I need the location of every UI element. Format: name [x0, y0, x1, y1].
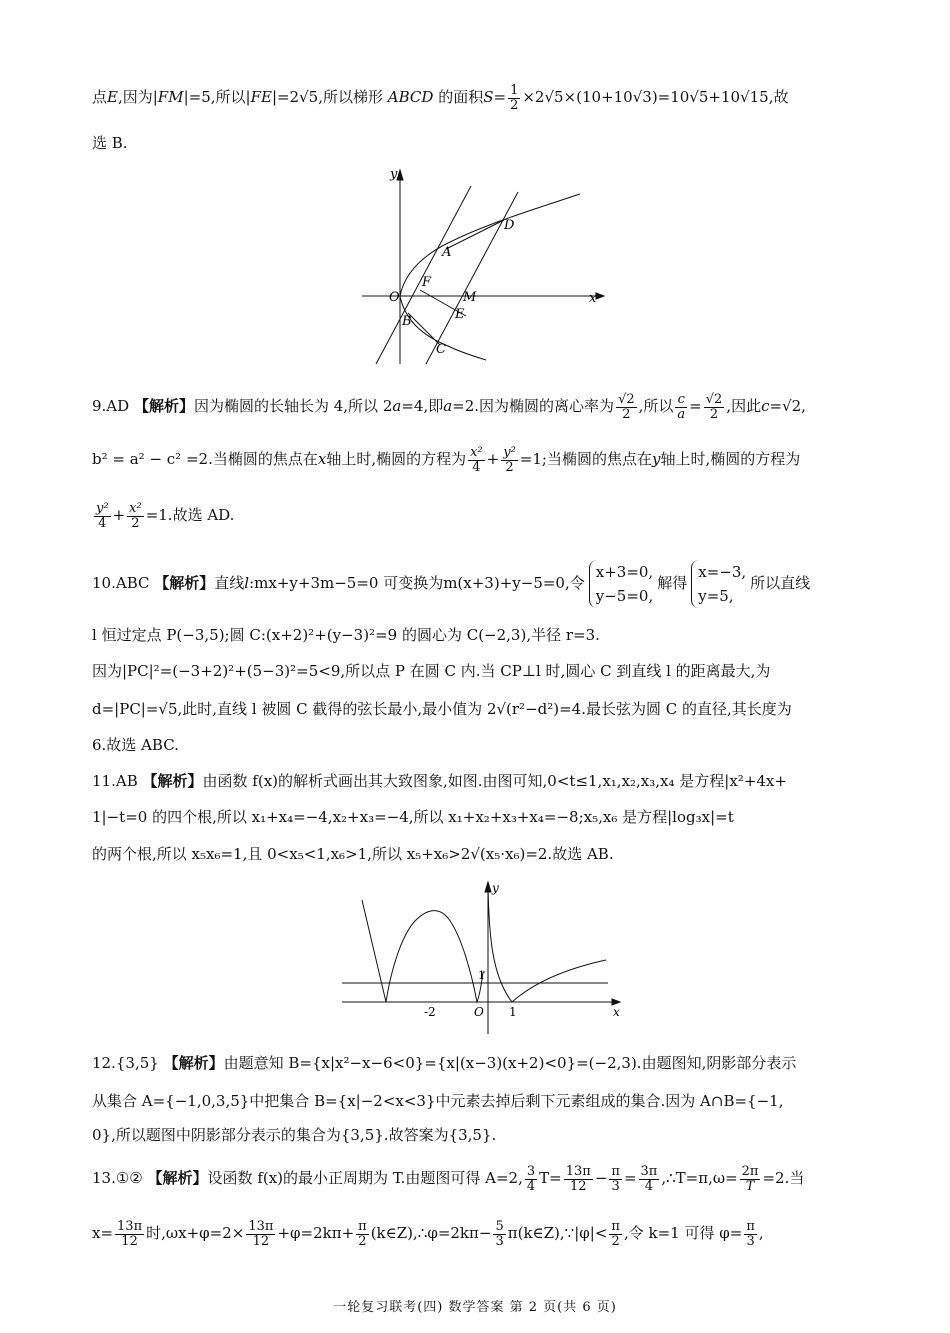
label-minus-two: -2 — [424, 1005, 436, 1019]
label-x: x — [589, 291, 597, 306]
q11-line-1: 11.AB 【解析】由函数 f(x)的解析式画出其大致图象,如图.由图可知,0<t≤1,x₁,x₂,x₃,x₄ 是方程|x²+4x+ — [92, 772, 787, 790]
label-m: M — [463, 290, 477, 305]
label-c: C — [436, 342, 446, 357]
q9-line-1: 9.AD 【解析】因为椭圆的长轴长为 4,所以 2a=4,即a=2.因为椭圆的离心率为 $\frac{√2}{2}$ ,所以 $\frac{c}{a}$ = $\frac{√2}{2}$ ,因此c=√2, — [92, 392, 806, 422]
q11-line-2: 1|−t=0 的四个根,所以 x₁+x₄=−4,x₂+x₃=−4,所以 x₁+x₂+x₃+x₄=−8;x₅,x₆ 是方程|log₃x|=t — [92, 808, 734, 826]
q10-line-1: 10.ABC 【解析】直线l:mx+y+3m−5=0 可变换为m(x+3)+y−5=0,令 x+3=0, y−5=0, 解得 x=−3, y=5, 所以直线 — [92, 560, 882, 608]
q12-line-3: 0},所以题图中阴影部分表示的集合为{3,5}.故答案为{3,5}. — [92, 1126, 497, 1144]
q13-line-2: x= $\frac{13\pi}{12}$ 时,ωx+φ=2× $\frac{13\pi}{12}$ +φ=2kπ+ $\frac{\pi}{2}$ (k∈Z),∴φ=2kπ− $\frac{5}{3}$ π(k∈Z),∵|φ|< $\frac{\pi}{2}$ ,令 k=1 可得 φ= $\frac{\pi}{3}$ , — [92, 1219, 764, 1249]
q9-line-3: $\frac{\text{y²}}{4}$ + $\frac{\text{x²}}{2}$ =1.故选 AD. — [96, 501, 235, 531]
text-line: 选 B. — [92, 134, 128, 152]
label-b: B — [402, 314, 412, 329]
q9-line-2: b² = a² − c² =2.当椭圆的焦点在x轴上时,椭圆的方程为 $\frac{\text{x²}}{4}$ + $\frac{\text{y²}}{2}$ =1;当椭圆的焦点在y轴上时,椭圆的方程为 — [92, 445, 801, 475]
label-e: E — [455, 307, 465, 322]
text-line: 点E,因为|FM|=5,所以|FE|=2√5,所以梯形 ABCD 的面积S= $\frac{1}{2}$ ×2√5×(10+10√3)=10√5+10√15,故 — [92, 83, 789, 113]
quadratic-abs-curve — [362, 900, 485, 1002]
x-axis-arrow — [596, 293, 604, 299]
label-x: x — [613, 1005, 620, 1019]
q12-line-2: 从集合 A={−1,0,3,5}中把集合 B={x|−2<x<3}中元素去掉后剩下元素组成的集合.因为 A∩B={−1, — [92, 1092, 784, 1110]
label-one-x: 1 — [509, 1005, 517, 1019]
q11-line-3: 的两个根,所以 x₅x₆=1,且 0<x₅<1,x₆>1,所以 x₅+x₆>2√(x₅·x₆)=2.故选 AB. — [92, 845, 614, 863]
y-axis-arrow — [397, 170, 403, 180]
segment-bc — [408, 313, 440, 345]
equation-system: x=−3, y=5, — [691, 560, 746, 608]
label-one-y: 1 — [478, 969, 485, 982]
function-graph-figure — [340, 876, 630, 1036]
equation-system: x+3=0, y−5=0, — [589, 560, 653, 608]
parabola-figure — [358, 168, 608, 368]
q12-line-1: 12.{3,5} 【解析】由题意知 B={x|x²−x−6<0}={x|(x−3)(x+2)<0}=(−2,3).由题图知,阴影部分表示 — [92, 1054, 797, 1072]
page-footer: 一轮复习联考(四) 数学答案 第 2 页(共 6 页) — [333, 1300, 617, 1315]
fraction: $\frac{1}{2}$ — [510, 83, 519, 113]
label-y: y — [390, 168, 398, 182]
label-f: F — [422, 275, 432, 290]
label-d: D — [504, 218, 515, 233]
q10-line-2: l 恒过定点 P(−3,5);圆 C:(x+2)²+(y−3)²=9 的圆心为 C(−2,3),半径 r=3. — [92, 626, 600, 644]
q10-line-5: 6.故选 ABC. — [92, 736, 179, 754]
label-o: O — [389, 290, 400, 305]
q10-line-3: 因为|PC|²=(−3+2)²+(5−3)²=5<9,所以点 P 在圆 C 内.当 CP⊥l 时,圆心 C 到直线 l 的距离最大,为 — [92, 662, 771, 680]
log-abs-curve — [488, 886, 606, 1002]
label-a: A — [442, 245, 452, 260]
q13-line-1: 13.①② 【解析】设函数 f(x)的最小正周期为 T.由题图可得 A=2, $\frac{3}{4}$ T= $\frac{13\pi}{12}$ − $\frac{\pi}{3}$ = $\frac{3\pi}{4}$ ,∴T=π,ω= $\frac{2\pi}{T}$ =2.当 — [92, 1164, 805, 1194]
label-o: O — [474, 1005, 484, 1019]
label-y: y — [492, 881, 499, 895]
q10-line-4: d=|PC|=√5,此时,直线 l 被圆 C 截得的弦长最小,最小值为 2√(r²−d²)=4.最长弦为圆 C 的直径,其长度为 — [92, 700, 792, 718]
